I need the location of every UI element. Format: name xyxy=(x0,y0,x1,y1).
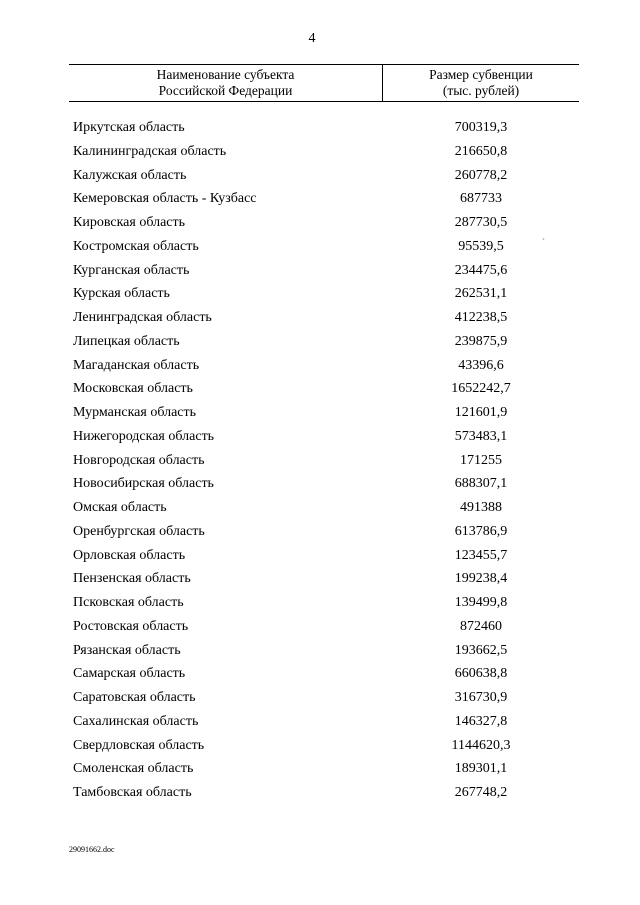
region-name: Нижегородская область xyxy=(73,428,215,444)
region-name: Сахалинская область xyxy=(73,713,199,729)
table-row xyxy=(0,710,640,734)
header-subvention-amount xyxy=(383,67,579,99)
table-body xyxy=(0,116,640,805)
region-name: Костромская область xyxy=(73,238,199,254)
subvention-amount: 687733 xyxy=(460,191,502,207)
table-row xyxy=(0,140,640,164)
table-row xyxy=(0,472,640,496)
subvention-amount: 199238,4 xyxy=(454,571,508,587)
table-row xyxy=(0,187,640,211)
table-row xyxy=(0,639,640,663)
subvention-amount: 234475,6 xyxy=(454,262,508,278)
subvention-amount: 872460 xyxy=(460,618,502,634)
table-row xyxy=(0,734,640,758)
table-row xyxy=(0,615,640,639)
subvention-amount: 700319,3 xyxy=(454,120,508,135)
subvention-amount: 491388 xyxy=(460,500,502,515)
subvention-amount: 95539,5 xyxy=(458,238,504,254)
region-name: Новгородская область xyxy=(73,452,205,468)
region-name: Московская область xyxy=(73,381,193,397)
subvention-amount: 613786,9 xyxy=(454,523,508,539)
subvention-amount: 1652242,7 xyxy=(451,381,511,397)
header-subject-name xyxy=(69,67,382,99)
subvention-amount: 573483,1 xyxy=(454,428,508,444)
region-name: Смоленская область xyxy=(73,761,194,777)
region-name: Оренбургская область xyxy=(73,523,205,539)
table-row xyxy=(0,757,640,781)
region-name: Магаданская область xyxy=(73,357,200,373)
region-name: Псковская область xyxy=(73,595,184,610)
region-name: Пензенская область xyxy=(73,571,191,587)
page-number: 4 xyxy=(308,31,316,46)
subvention-amount: 660638,8 xyxy=(454,666,508,682)
region-name: Новосибирская область xyxy=(73,476,214,492)
table-row xyxy=(0,164,640,188)
region-name: Тамбовская область xyxy=(73,785,192,800)
table-row xyxy=(0,211,640,235)
document-footer-filename: 29091662.doc xyxy=(69,845,115,854)
region-name: Кировская область xyxy=(73,215,186,230)
subvention-amount: 287730,5 xyxy=(454,215,508,230)
subvention-amount: 688307,1 xyxy=(454,476,508,492)
table-row xyxy=(0,377,640,401)
table-row xyxy=(0,116,640,140)
table-row xyxy=(0,544,640,568)
region-name: Ленинградская область xyxy=(73,310,212,325)
subvention-amount: 193662,5 xyxy=(454,642,508,658)
table-header xyxy=(69,64,579,102)
region-name: Курганская область xyxy=(73,262,190,278)
region-name: Кемеровская область - Кузбасс xyxy=(73,191,257,207)
region-name: Ростовская область xyxy=(73,618,189,634)
table-row xyxy=(0,425,640,449)
region-name: Рязанская область xyxy=(73,642,181,658)
subvention-amount: 171255 xyxy=(460,452,502,468)
table-row xyxy=(0,282,640,306)
subvention-amount: 121601,9 xyxy=(454,405,508,420)
subvention-amount: 260778,2 xyxy=(454,167,508,183)
table-row xyxy=(0,496,640,520)
table-row xyxy=(0,306,640,330)
table-row xyxy=(0,662,640,686)
region-name: Липецкая область xyxy=(73,333,180,349)
table-row xyxy=(0,259,640,283)
table-row xyxy=(0,567,640,591)
header-subvention-amount-line-2: (тыс. рублей) xyxy=(442,83,520,98)
subvention-amount: 146327,8 xyxy=(454,713,508,729)
table-row xyxy=(0,520,640,544)
header-subject-name-line-2: Российской Федерации xyxy=(158,83,293,98)
subvention-amount: 267748,2 xyxy=(454,785,508,800)
subvention-amount: 43396,6 xyxy=(458,357,504,373)
region-name: Омская область xyxy=(73,500,167,515)
table-row xyxy=(0,330,640,354)
table-row xyxy=(0,591,640,615)
subvention-amount: 1144620,3 xyxy=(451,737,511,753)
subvention-amount: 123455,7 xyxy=(454,547,508,563)
stray-mark: ` xyxy=(542,237,545,247)
subvention-amount: 139499,8 xyxy=(454,595,508,610)
header-subject-name-line-1: Наименование субъекта xyxy=(156,67,295,82)
region-name: Свердловская область xyxy=(73,737,205,753)
subvention-amount: 316730,9 xyxy=(454,690,508,705)
table-row xyxy=(0,401,640,425)
subvention-amount: 262531,1 xyxy=(454,286,508,302)
region-name: Саратовская область xyxy=(73,690,196,705)
table-row xyxy=(0,449,640,473)
region-name: Калужская область xyxy=(73,167,187,183)
region-name: Орловская область xyxy=(73,547,186,563)
header-subvention-amount-line-1: Размер субвенции xyxy=(429,67,533,82)
table-row xyxy=(0,686,640,710)
subvention-amount: 412238,5 xyxy=(454,310,508,325)
region-name: Калининградская область xyxy=(73,143,227,159)
table-row xyxy=(0,781,640,805)
region-name: Иркутская область xyxy=(73,120,185,135)
table-row xyxy=(0,354,640,378)
subvention-amount: 216650,8 xyxy=(454,143,508,159)
region-name: Курская область xyxy=(73,286,170,302)
subvention-amount: 239875,9 xyxy=(454,333,508,349)
subvention-amount: 189301,1 xyxy=(454,761,508,777)
region-name: Самарская область xyxy=(73,666,186,682)
region-name: Мурманская область xyxy=(73,405,197,420)
